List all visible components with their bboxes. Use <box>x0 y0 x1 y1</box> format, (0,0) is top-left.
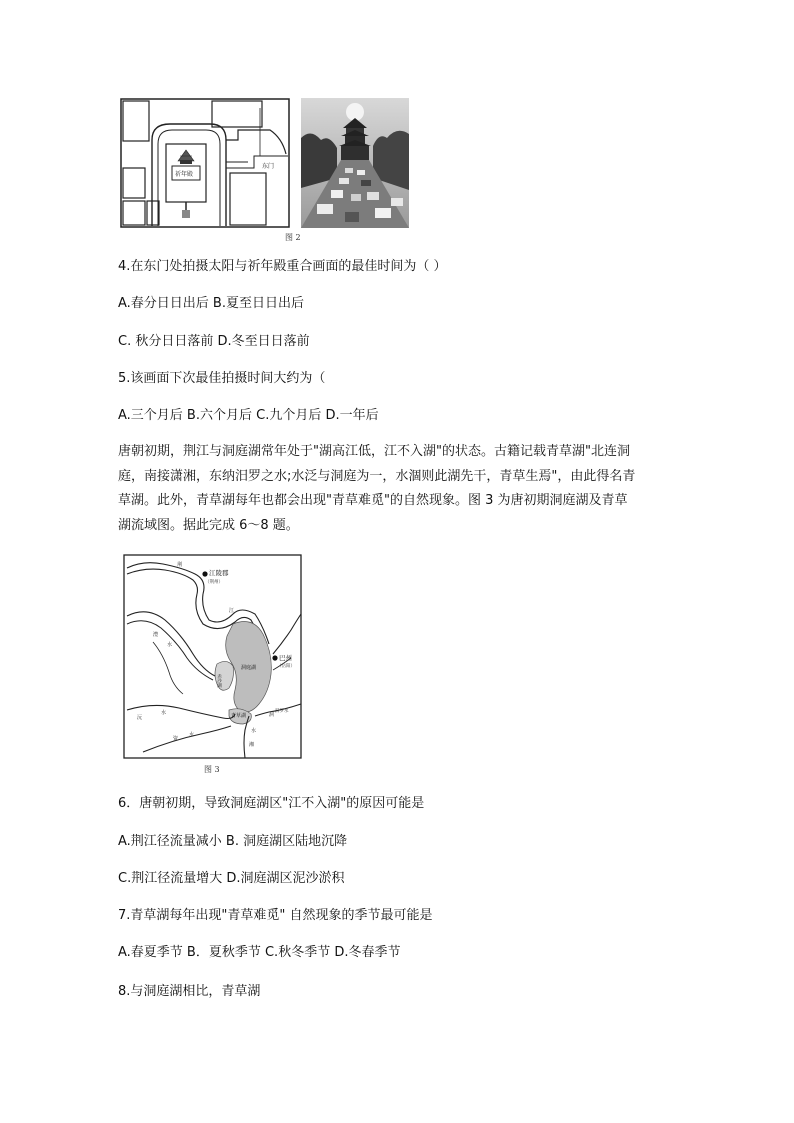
li-label: 澧 <box>153 632 159 638</box>
hall-label: 祈年殿 <box>175 171 194 178</box>
xiang-label: 湘 <box>249 742 255 748</box>
figure-3-caption: 图 3 <box>204 765 220 774</box>
east-gate-label: 东门 <box>262 163 275 170</box>
question-8-stem: 8.与洞庭湖相比，青草湖 <box>118 984 261 999</box>
passage-line-4: 湖流域图。据此完成 6～8 题。 <box>118 517 299 533</box>
question-5-stem: 5.该画面下次最佳拍摄时间大约为（ <box>118 371 326 386</box>
question-6-options-2: C.荆江径流量增大 D.洞庭湖区泥沙淤积 <box>118 871 345 886</box>
question-6-options-1: A.荆江径流量减小 B. 洞庭湖区陆地沉降 <box>118 834 348 849</box>
question-7-stem: 7.青草湖每年出现"青草难觅" 自然现象的季节最可能是 <box>118 908 433 923</box>
question-4-options-1: A.春分日日出后 B.夏至日日出后 <box>118 296 304 311</box>
qingcao-label: 青草湖 <box>231 713 247 719</box>
passage-line-3: 草湖。此外，青草湖每年也都会出现"青草难觅"的自然现象。图 3 为唐初期洞庭湖及青草 <box>118 493 628 508</box>
question-4-options-2: C. 秋分日日落前 D.冬至日日落前 <box>118 334 310 349</box>
passage-line-2: 庭，南接潇湘，东纳汨罗之水;水泛与洞庭为一，水涸则此湖先干，青草生焉"，由此得名青 <box>118 468 636 484</box>
jiang-label: 江 <box>229 608 235 614</box>
passage-line-1: 唐朝初期，荆江与洞庭湖常年处于"湖高江低，江不入湖"的状态。古籍记载青草湖"北连洞 <box>118 444 630 459</box>
jing-label: 荆 <box>177 562 183 568</box>
question-5-options: A.三个月后 B.六个月后 C.九个月后 D.一年后 <box>118 408 379 423</box>
passage <box>118 440 680 538</box>
question-4-stem: 4.在东门处拍摄太阳与祈年殿重合画面的最佳时间为（ ） <box>118 259 447 274</box>
shui-label-yuan: 水 <box>161 710 167 716</box>
bazhou-label: 巴州 <box>279 654 292 662</box>
shui-label-li: 水 <box>167 642 173 648</box>
figure-2 <box>120 98 412 244</box>
miluo-label: 汨罗水 <box>275 709 289 714</box>
jiangling-sub-label: （荆州） <box>205 580 223 585</box>
shui-label-xiang: 水 <box>251 728 257 734</box>
temple-photo <box>301 98 409 228</box>
figure-3-map <box>123 554 303 760</box>
figure-2-caption: 图 2 <box>285 233 301 242</box>
dong-label: 洞 <box>269 712 275 718</box>
temple-map <box>120 98 290 228</box>
bazhou-sub-label: （岳阳） <box>277 664 295 669</box>
yuan-label: 沅 <box>137 715 143 721</box>
question-6-stem: 6．唐朝初期，导致洞庭湖区"江不入湖"的原因可能是 <box>118 796 425 811</box>
question-7-options: A.春夏季节 B．夏秋季节 C.秋冬季节 D.冬春季节 <box>118 945 401 960</box>
chisha-label <box>217 673 222 689</box>
shui-label-zi: 水 <box>189 732 195 738</box>
jiangling-label: 江陵郡 <box>209 569 229 577</box>
zi-label: 资 <box>173 736 179 742</box>
svg-text:赤沙湖: 赤沙湖 <box>216 674 222 688</box>
dongting-label: 洞庭湖 <box>241 665 257 671</box>
